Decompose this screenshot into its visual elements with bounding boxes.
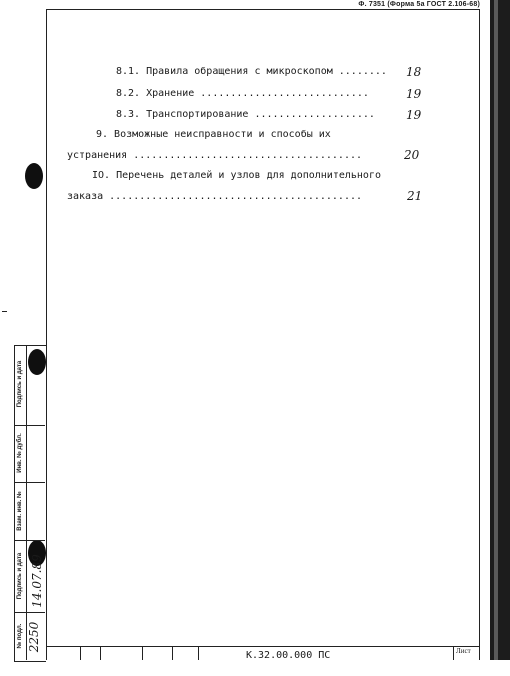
title-block-top-line bbox=[46, 646, 480, 647]
toc-item-10: IO. Перечень деталей и узлов для дополнительного bbox=[92, 170, 381, 181]
title-block-cell-line bbox=[80, 646, 81, 660]
handwritten-number: 2250 bbox=[27, 621, 41, 653]
toc-item-8-1: 8.1. Правила обращения с микроскопом ........ bbox=[116, 66, 387, 77]
toc-page-8-1: 18 bbox=[406, 65, 422, 79]
toc-page-8-3: 19 bbox=[406, 108, 422, 122]
toc-page-10: 21 bbox=[407, 189, 423, 203]
handwritten-date: 14.07.89 bbox=[30, 554, 44, 608]
document-code: К.32.00.000 ПС bbox=[246, 650, 331, 661]
margin-tick bbox=[2, 311, 7, 312]
toc-item-8-2: 8.2. Хранение ............................ bbox=[116, 88, 369, 99]
stamp-label-dup-inv: Инв. № дубл. bbox=[17, 433, 23, 473]
toc-item-10-cont: заказа .......................................... bbox=[67, 191, 363, 202]
toc-item-9: 9. Возможные неисправности и способы их bbox=[96, 129, 331, 140]
title-block-cell-line bbox=[100, 646, 101, 660]
title-block-cell-line bbox=[453, 646, 454, 660]
frame-left-border bbox=[46, 9, 47, 660]
title-block-cell-line bbox=[172, 646, 173, 660]
sheet-label: Лист bbox=[456, 647, 471, 655]
stamp-label-replace-inv: Взам. инв. № bbox=[17, 491, 23, 531]
toc-item-9-cont: устранения ...................................... bbox=[67, 150, 363, 161]
title-block-cell-line bbox=[198, 646, 199, 660]
stamp-label-orig-inv: № подл. bbox=[17, 623, 23, 649]
form-note: Ф. 7351 (Форма 5а ГОСТ 2.106-68) bbox=[358, 1, 480, 8]
frame-right-border bbox=[479, 9, 480, 660]
title-block-cell-line bbox=[142, 646, 143, 660]
toc-page-9: 20 bbox=[404, 148, 420, 162]
stamp-label-signature-date: Подпись и дата bbox=[17, 360, 23, 408]
toc-item-8-3: 8.3. Транспортирование .................... bbox=[116, 109, 375, 120]
scan-edge-shade bbox=[494, 0, 498, 660]
toc-page-8-2: 19 bbox=[406, 87, 422, 101]
frame-top-border bbox=[46, 9, 480, 10]
scan-dark-edge bbox=[490, 0, 510, 660]
stamp-label-signature-date-2: Подпись и дата bbox=[17, 552, 23, 600]
punch-hole bbox=[25, 163, 43, 189]
